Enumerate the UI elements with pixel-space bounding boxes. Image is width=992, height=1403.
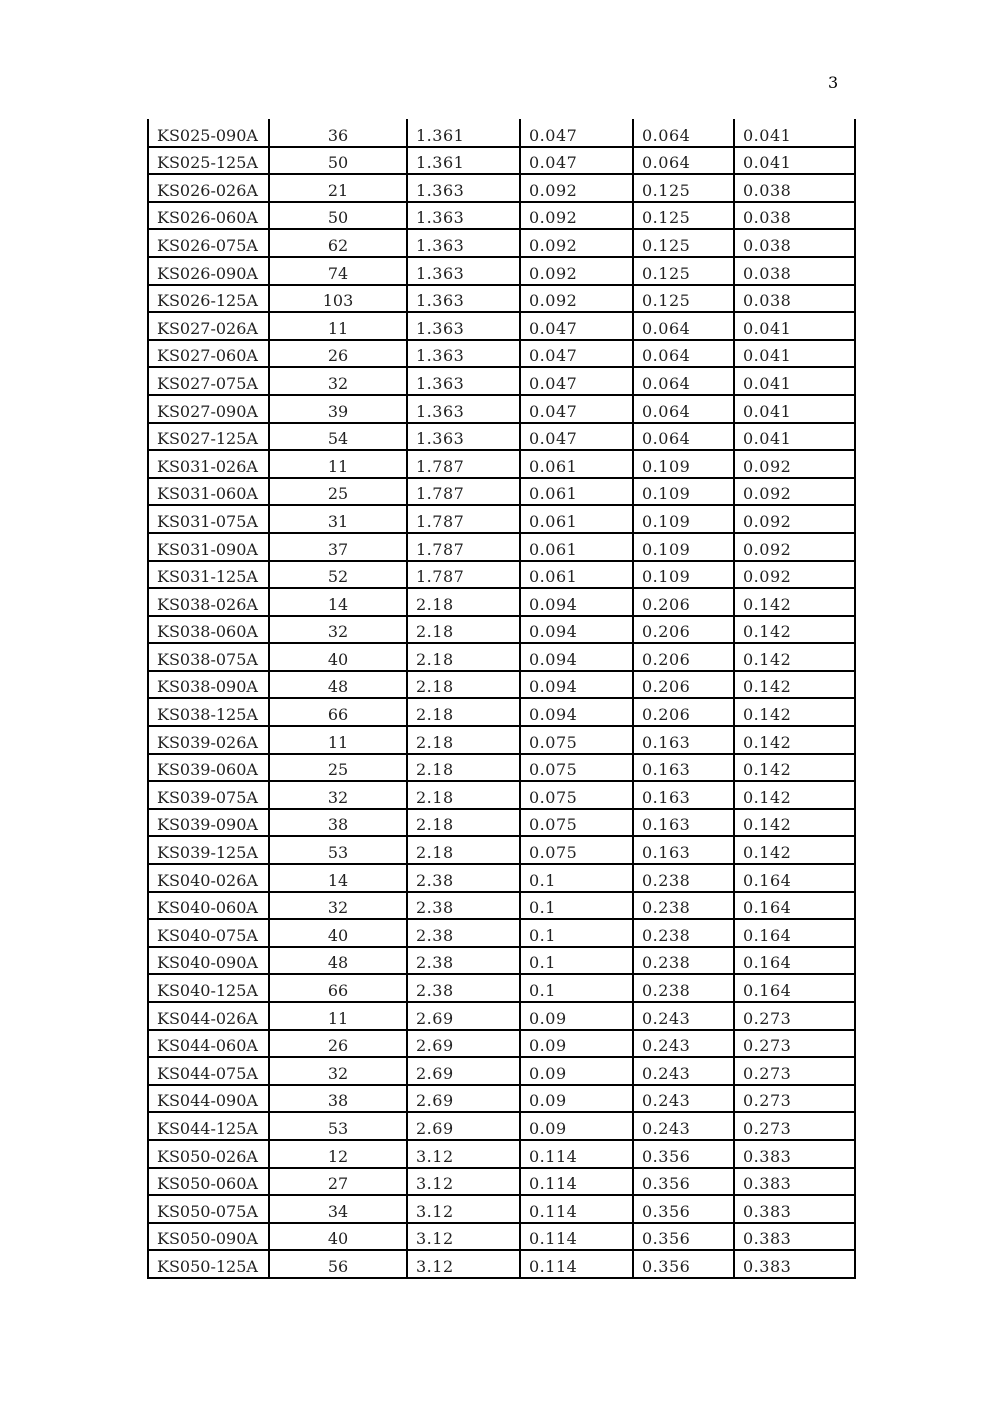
- value-cell-2: 0.061: [520, 561, 633, 589]
- value-cell-4: 0.041: [734, 340, 855, 368]
- model-cell: KS038-075A: [148, 643, 269, 671]
- quantity-cell: 31: [269, 505, 407, 533]
- model-cell: KS044-125A: [148, 1112, 269, 1140]
- value-cell-4: 0.092: [734, 450, 855, 478]
- quantity-cell: 11: [269, 312, 407, 340]
- value-cell-3: 0.243: [633, 1085, 734, 1113]
- value-cell-4: 0.038: [734, 285, 855, 313]
- quantity-cell: 66: [269, 974, 407, 1002]
- table-row: [148, 1250, 855, 1278]
- quantity-cell: 52: [269, 561, 407, 589]
- quantity-cell: 27: [269, 1168, 407, 1196]
- model-cell: KS027-026A: [148, 312, 269, 340]
- value-cell-3: 0.064: [633, 423, 734, 451]
- quantity-cell: 48: [269, 671, 407, 699]
- quantity-cell: 54: [269, 423, 407, 451]
- value-cell-1: 2.18: [407, 726, 520, 754]
- table-row: [148, 147, 855, 175]
- table-row: [148, 671, 855, 699]
- value-cell-1: 1.363: [407, 174, 520, 202]
- table-row: [148, 919, 855, 947]
- model-cell: KS027-125A: [148, 423, 269, 451]
- value-cell-2: 0.114: [520, 1168, 633, 1196]
- table-row: [148, 616, 855, 644]
- table-row: [148, 754, 855, 782]
- value-cell-1: 2.69: [407, 1002, 520, 1030]
- value-cell-1: 2.38: [407, 974, 520, 1002]
- model-cell: KS050-075A: [148, 1195, 269, 1223]
- value-cell-4: 0.142: [734, 754, 855, 782]
- value-cell-2: 0.047: [520, 119, 633, 147]
- value-cell-4: 0.273: [734, 1085, 855, 1113]
- quantity-cell: 62: [269, 229, 407, 257]
- table-row: [148, 781, 855, 809]
- model-cell: KS044-090A: [148, 1085, 269, 1113]
- value-cell-3: 0.109: [633, 561, 734, 589]
- value-cell-3: 0.064: [633, 147, 734, 175]
- value-cell-4: 0.164: [734, 864, 855, 892]
- model-cell: KS038-090A: [148, 671, 269, 699]
- value-cell-1: 1.787: [407, 478, 520, 506]
- value-cell-3: 0.163: [633, 836, 734, 864]
- value-cell-1: 2.18: [407, 836, 520, 864]
- value-cell-1: 3.12: [407, 1195, 520, 1223]
- model-cell: KS044-026A: [148, 1002, 269, 1030]
- value-cell-4: 0.383: [734, 1168, 855, 1196]
- value-cell-1: 2.18: [407, 754, 520, 782]
- value-cell-2: 0.061: [520, 478, 633, 506]
- quantity-cell: 34: [269, 1195, 407, 1223]
- value-cell-3: 0.163: [633, 809, 734, 837]
- quantity-cell: 36: [269, 119, 407, 147]
- model-cell: KS044-075A: [148, 1057, 269, 1085]
- value-cell-1: 1.361: [407, 119, 520, 147]
- value-cell-1: 1.363: [407, 285, 520, 313]
- value-cell-2: 0.092: [520, 202, 633, 230]
- table-row: [148, 505, 855, 533]
- table-row: [148, 974, 855, 1002]
- quantity-cell: 11: [269, 726, 407, 754]
- quantity-cell: 50: [269, 147, 407, 175]
- model-cell: KS027-075A: [148, 367, 269, 395]
- value-cell-3: 0.064: [633, 119, 734, 147]
- value-cell-3: 0.064: [633, 367, 734, 395]
- value-cell-2: 0.09: [520, 1057, 633, 1085]
- quantity-cell: 14: [269, 588, 407, 616]
- model-cell: KS039-125A: [148, 836, 269, 864]
- value-cell-4: 0.041: [734, 312, 855, 340]
- value-cell-4: 0.273: [734, 1112, 855, 1140]
- value-cell-4: 0.041: [734, 395, 855, 423]
- model-cell: KS027-060A: [148, 340, 269, 368]
- model-cell: KS050-060A: [148, 1168, 269, 1196]
- quantity-cell: 38: [269, 809, 407, 837]
- table-row: [148, 367, 855, 395]
- value-cell-3: 0.109: [633, 450, 734, 478]
- value-cell-4: 0.038: [734, 257, 855, 285]
- value-cell-3: 0.238: [633, 947, 734, 975]
- value-cell-3: 0.125: [633, 202, 734, 230]
- value-cell-3: 0.238: [633, 892, 734, 920]
- value-cell-2: 0.1: [520, 919, 633, 947]
- value-cell-3: 0.243: [633, 1057, 734, 1085]
- model-cell: KS050-125A: [148, 1250, 269, 1278]
- value-cell-2: 0.114: [520, 1140, 633, 1168]
- table-row: [148, 1030, 855, 1058]
- value-cell-4: 0.041: [734, 147, 855, 175]
- value-cell-3: 0.163: [633, 781, 734, 809]
- table-row: [148, 561, 855, 589]
- value-cell-2: 0.075: [520, 726, 633, 754]
- value-cell-2: 0.094: [520, 588, 633, 616]
- model-cell: KS031-026A: [148, 450, 269, 478]
- table-row: [148, 1168, 855, 1196]
- value-cell-4: 0.164: [734, 947, 855, 975]
- value-cell-2: 0.114: [520, 1195, 633, 1223]
- value-cell-1: 1.363: [407, 367, 520, 395]
- value-cell-4: 0.383: [734, 1140, 855, 1168]
- quantity-cell: 32: [269, 616, 407, 644]
- value-cell-1: 1.363: [407, 340, 520, 368]
- value-cell-2: 0.047: [520, 340, 633, 368]
- value-cell-3: 0.356: [633, 1168, 734, 1196]
- value-cell-2: 0.047: [520, 395, 633, 423]
- value-cell-3: 0.206: [633, 616, 734, 644]
- data-table: [147, 119, 856, 1279]
- value-cell-2: 0.094: [520, 616, 633, 644]
- value-cell-2: 0.09: [520, 1112, 633, 1140]
- value-cell-4: 0.142: [734, 616, 855, 644]
- model-cell: KS040-026A: [148, 864, 269, 892]
- quantity-cell: 32: [269, 1057, 407, 1085]
- quantity-cell: 40: [269, 919, 407, 947]
- value-cell-2: 0.092: [520, 229, 633, 257]
- value-cell-2: 0.09: [520, 1002, 633, 1030]
- value-cell-3: 0.206: [633, 643, 734, 671]
- value-cell-2: 0.1: [520, 947, 633, 975]
- model-cell: KS026-060A: [148, 202, 269, 230]
- quantity-cell: 25: [269, 478, 407, 506]
- value-cell-1: 2.38: [407, 864, 520, 892]
- quantity-cell: 74: [269, 257, 407, 285]
- table-row: [148, 450, 855, 478]
- value-cell-1: 2.69: [407, 1085, 520, 1113]
- value-cell-2: 0.094: [520, 698, 633, 726]
- value-cell-3: 0.206: [633, 671, 734, 699]
- value-cell-4: 0.142: [734, 726, 855, 754]
- value-cell-2: 0.061: [520, 533, 633, 561]
- model-cell: KS050-026A: [148, 1140, 269, 1168]
- quantity-cell: 26: [269, 1030, 407, 1058]
- table-row: [148, 533, 855, 561]
- table-row: [148, 1057, 855, 1085]
- quantity-cell: 37: [269, 533, 407, 561]
- table-row: [148, 229, 855, 257]
- quantity-cell: 40: [269, 643, 407, 671]
- value-cell-4: 0.142: [734, 781, 855, 809]
- value-cell-4: 0.142: [734, 836, 855, 864]
- value-cell-1: 2.18: [407, 671, 520, 699]
- quantity-cell: 66: [269, 698, 407, 726]
- value-cell-4: 0.164: [734, 919, 855, 947]
- value-cell-2: 0.092: [520, 174, 633, 202]
- value-cell-1: 1.363: [407, 257, 520, 285]
- model-cell: KS031-075A: [148, 505, 269, 533]
- value-cell-4: 0.142: [734, 698, 855, 726]
- value-cell-4: 0.164: [734, 892, 855, 920]
- value-cell-3: 0.356: [633, 1223, 734, 1251]
- value-cell-2: 0.061: [520, 450, 633, 478]
- quantity-cell: 50: [269, 202, 407, 230]
- value-cell-4: 0.038: [734, 229, 855, 257]
- model-cell: KS026-125A: [148, 285, 269, 313]
- value-cell-2: 0.047: [520, 312, 633, 340]
- value-cell-4: 0.142: [734, 809, 855, 837]
- value-cell-1: 1.363: [407, 202, 520, 230]
- model-cell: KS039-075A: [148, 781, 269, 809]
- model-cell: KS025-090A: [148, 119, 269, 147]
- value-cell-2: 0.1: [520, 892, 633, 920]
- value-cell-1: 2.18: [407, 616, 520, 644]
- value-cell-2: 0.094: [520, 671, 633, 699]
- value-cell-4: 0.041: [734, 119, 855, 147]
- model-cell: KS025-125A: [148, 147, 269, 175]
- table-row: [148, 174, 855, 202]
- table-row: [148, 588, 855, 616]
- value-cell-3: 0.238: [633, 974, 734, 1002]
- value-cell-4: 0.383: [734, 1250, 855, 1278]
- model-cell: KS038-125A: [148, 698, 269, 726]
- value-cell-2: 0.047: [520, 147, 633, 175]
- value-cell-4: 0.383: [734, 1223, 855, 1251]
- table-row: [148, 1002, 855, 1030]
- value-cell-1: 1.361: [407, 147, 520, 175]
- value-cell-4: 0.041: [734, 423, 855, 451]
- value-cell-4: 0.383: [734, 1195, 855, 1223]
- value-cell-2: 0.1: [520, 864, 633, 892]
- quantity-cell: 56: [269, 1250, 407, 1278]
- model-cell: KS026-075A: [148, 229, 269, 257]
- quantity-cell: 48: [269, 947, 407, 975]
- value-cell-2: 0.075: [520, 781, 633, 809]
- quantity-cell: 32: [269, 781, 407, 809]
- table-row: [148, 1112, 855, 1140]
- value-cell-3: 0.243: [633, 1112, 734, 1140]
- value-cell-2: 0.075: [520, 754, 633, 782]
- table-row: [148, 864, 855, 892]
- value-cell-3: 0.243: [633, 1002, 734, 1030]
- table-row: [148, 395, 855, 423]
- value-cell-1: 1.363: [407, 395, 520, 423]
- value-cell-3: 0.109: [633, 478, 734, 506]
- value-cell-1: 2.18: [407, 698, 520, 726]
- value-cell-4: 0.092: [734, 533, 855, 561]
- value-cell-1: 3.12: [407, 1223, 520, 1251]
- table-row: [148, 312, 855, 340]
- table-row: [148, 119, 855, 147]
- model-cell: KS026-090A: [148, 257, 269, 285]
- quantity-cell: 53: [269, 1112, 407, 1140]
- quantity-cell: 32: [269, 892, 407, 920]
- table-row: [148, 809, 855, 837]
- value-cell-1: 2.38: [407, 892, 520, 920]
- value-cell-2: 0.075: [520, 836, 633, 864]
- value-cell-2: 0.094: [520, 643, 633, 671]
- model-cell: KS026-026A: [148, 174, 269, 202]
- value-cell-4: 0.038: [734, 202, 855, 230]
- table-row: [148, 947, 855, 975]
- value-cell-4: 0.041: [734, 367, 855, 395]
- quantity-cell: 40: [269, 1223, 407, 1251]
- value-cell-2: 0.092: [520, 257, 633, 285]
- value-cell-1: 1.363: [407, 423, 520, 451]
- value-cell-1: 2.38: [407, 919, 520, 947]
- value-cell-2: 0.047: [520, 367, 633, 395]
- quantity-cell: 53: [269, 836, 407, 864]
- value-cell-3: 0.243: [633, 1030, 734, 1058]
- value-cell-4: 0.092: [734, 505, 855, 533]
- value-cell-2: 0.061: [520, 505, 633, 533]
- quantity-cell: 14: [269, 864, 407, 892]
- model-cell: KS040-125A: [148, 974, 269, 1002]
- value-cell-1: 1.787: [407, 450, 520, 478]
- model-cell: KS039-060A: [148, 754, 269, 782]
- value-cell-3: 0.206: [633, 698, 734, 726]
- model-cell: KS040-075A: [148, 919, 269, 947]
- model-cell: KS039-026A: [148, 726, 269, 754]
- model-cell: KS039-090A: [148, 809, 269, 837]
- value-cell-3: 0.163: [633, 754, 734, 782]
- value-cell-1: 2.18: [407, 809, 520, 837]
- value-cell-1: 2.69: [407, 1030, 520, 1058]
- value-cell-1: 1.363: [407, 229, 520, 257]
- value-cell-3: 0.238: [633, 919, 734, 947]
- quantity-cell: 21: [269, 174, 407, 202]
- value-cell-3: 0.238: [633, 864, 734, 892]
- value-cell-4: 0.142: [734, 671, 855, 699]
- table-row: [148, 478, 855, 506]
- quantity-cell: 11: [269, 1002, 407, 1030]
- table-row: [148, 836, 855, 864]
- value-cell-1: 3.12: [407, 1140, 520, 1168]
- value-cell-3: 0.356: [633, 1250, 734, 1278]
- value-cell-2: 0.114: [520, 1223, 633, 1251]
- value-cell-3: 0.125: [633, 257, 734, 285]
- value-cell-1: 1.787: [407, 561, 520, 589]
- page-number: 3: [828, 73, 839, 92]
- value-cell-3: 0.125: [633, 174, 734, 202]
- model-cell: KS044-060A: [148, 1030, 269, 1058]
- quantity-cell: 39: [269, 395, 407, 423]
- table-row: [148, 1085, 855, 1113]
- table-row: [148, 340, 855, 368]
- value-cell-4: 0.092: [734, 478, 855, 506]
- value-cell-2: 0.1: [520, 974, 633, 1002]
- value-cell-3: 0.064: [633, 395, 734, 423]
- value-cell-3: 0.064: [633, 312, 734, 340]
- model-cell: KS038-060A: [148, 616, 269, 644]
- value-cell-2: 0.047: [520, 423, 633, 451]
- quantity-cell: 12: [269, 1140, 407, 1168]
- table-row: [148, 257, 855, 285]
- value-cell-3: 0.163: [633, 726, 734, 754]
- value-cell-1: 1.363: [407, 312, 520, 340]
- value-cell-2: 0.09: [520, 1030, 633, 1058]
- model-cell: KS040-090A: [148, 947, 269, 975]
- value-cell-1: 2.38: [407, 947, 520, 975]
- value-cell-1: 2.18: [407, 588, 520, 616]
- model-cell: KS040-060A: [148, 892, 269, 920]
- value-cell-2: 0.075: [520, 809, 633, 837]
- value-cell-1: 2.18: [407, 643, 520, 671]
- value-cell-2: 0.114: [520, 1250, 633, 1278]
- value-cell-1: 3.12: [407, 1168, 520, 1196]
- value-cell-3: 0.125: [633, 229, 734, 257]
- value-cell-4: 0.142: [734, 643, 855, 671]
- value-cell-2: 0.09: [520, 1085, 633, 1113]
- value-cell-3: 0.109: [633, 533, 734, 561]
- table-row: [148, 643, 855, 671]
- value-cell-2: 0.092: [520, 285, 633, 313]
- value-cell-1: 2.69: [407, 1057, 520, 1085]
- value-cell-4: 0.273: [734, 1057, 855, 1085]
- value-cell-4: 0.092: [734, 561, 855, 589]
- model-cell: KS031-125A: [148, 561, 269, 589]
- table-body: [148, 119, 855, 1278]
- table-row: [148, 1195, 855, 1223]
- value-cell-4: 0.164: [734, 974, 855, 1002]
- quantity-cell: 25: [269, 754, 407, 782]
- table-row: [148, 285, 855, 313]
- value-cell-1: 3.12: [407, 1250, 520, 1278]
- table-row: [148, 1223, 855, 1251]
- value-cell-3: 0.356: [633, 1195, 734, 1223]
- model-cell: KS027-090A: [148, 395, 269, 423]
- model-cell: KS050-090A: [148, 1223, 269, 1251]
- value-cell-3: 0.125: [633, 285, 734, 313]
- value-cell-3: 0.206: [633, 588, 734, 616]
- value-cell-1: 2.18: [407, 781, 520, 809]
- quantity-cell: 32: [269, 367, 407, 395]
- value-cell-3: 0.356: [633, 1140, 734, 1168]
- table-row: [148, 1140, 855, 1168]
- quantity-cell: 103: [269, 285, 407, 313]
- table-row: [148, 698, 855, 726]
- table-row: [148, 892, 855, 920]
- value-cell-4: 0.273: [734, 1002, 855, 1030]
- model-cell: KS038-026A: [148, 588, 269, 616]
- table-row: [148, 202, 855, 230]
- quantity-cell: 26: [269, 340, 407, 368]
- model-cell: KS031-060A: [148, 478, 269, 506]
- model-cell: KS031-090A: [148, 533, 269, 561]
- value-cell-3: 0.064: [633, 340, 734, 368]
- value-cell-4: 0.273: [734, 1030, 855, 1058]
- quantity-cell: 11: [269, 450, 407, 478]
- table-row: [148, 726, 855, 754]
- quantity-cell: 38: [269, 1085, 407, 1113]
- value-cell-1: 1.787: [407, 505, 520, 533]
- value-cell-1: 1.787: [407, 533, 520, 561]
- value-cell-4: 0.038: [734, 174, 855, 202]
- value-cell-4: 0.142: [734, 588, 855, 616]
- value-cell-1: 2.69: [407, 1112, 520, 1140]
- table-row: [148, 423, 855, 451]
- value-cell-3: 0.109: [633, 505, 734, 533]
